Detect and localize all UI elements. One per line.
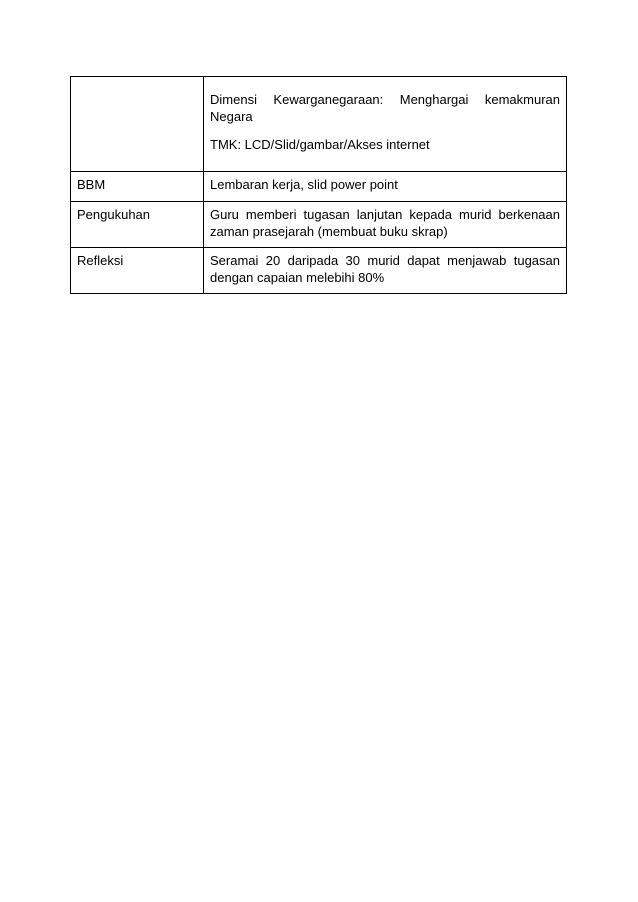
row-content-pengukuhan xyxy=(204,202,567,248)
table-row xyxy=(71,172,567,202)
table-row xyxy=(71,77,567,172)
table-row xyxy=(71,202,567,248)
pengukuhan-line-1: Guru memberi tugasan lanjutan kepada murid berkenaan xyxy=(210,207,560,222)
row-label-refleksi: Refleksi xyxy=(71,248,204,294)
tmk-text: TMK: LCD/Slid/gambar/Akses internet xyxy=(210,137,430,152)
row-label xyxy=(71,77,204,172)
row-label-pengukuhan: Pengukuhan xyxy=(71,202,204,248)
refleksi-line-1: Seramai 20 daripada 30 murid dapat menjawab tugasan xyxy=(210,253,560,268)
row-label-bbm: BBM xyxy=(71,172,204,202)
row-content-refleksi xyxy=(204,248,567,294)
table-row xyxy=(71,248,567,294)
dimension-text: Dimensi Kewarganegaraan: Menghargai kemakmuran Negara xyxy=(210,92,560,124)
row-content xyxy=(204,77,567,172)
refleksi-line-2: dengan capaian melebihi 80% xyxy=(210,270,385,285)
lesson-plan-table xyxy=(70,76,567,294)
row-content-bbm: Lembaran kerja, slid power point xyxy=(204,172,567,202)
pengukuhan-line-2: zaman prasejarah (membuat buku skrap) xyxy=(210,224,448,239)
